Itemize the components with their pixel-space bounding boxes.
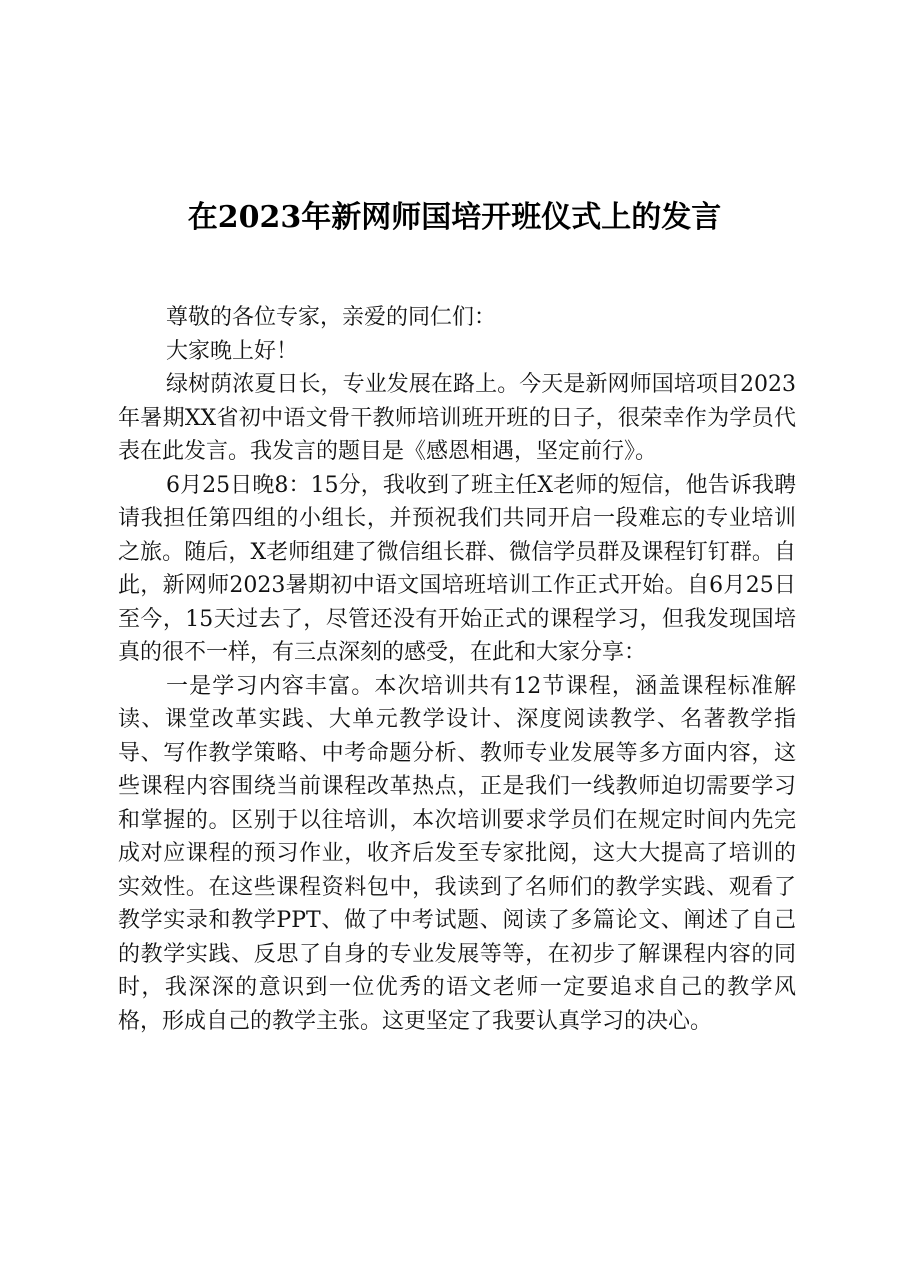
document-title: 在2023年新网师国培开班仪式上的发言 xyxy=(187,200,722,235)
opening-paragraph: 绿树荫浓夏日长，专业发展在路上。今天是新网师国培项目2023年暑期XX省初中语文骨干教师培训班开班的日子，很荣幸作为学员代表在此发言。我发言的题目是《感恩相遇，坚定前行》。 xyxy=(118,372,796,464)
greeting-paragraph: 大家晚上好！ xyxy=(166,338,299,364)
first-point-paragraph: 一是学习内容丰富。本次培训共有12节课程，涵盖课程标准解读、课堂改革实践、大单元教学设计、深度阅读教学、名著教学指导、写作教学策略、中考命题分析、教师专业发展等多方面内容，这些课程内容围绕当前课程改革热点，正是我们一线教师迫切需要学习和掌握的。区别于以往培训，本次培训要求学员们在规定时间内先完成对应课程的预习作业，收齐后发至专家批阅，这大大提高了培训的实效性。在这些课程资料包中，我读到了名师们的教学实践、观看了教学实录和教学PPT、做了中考试题、阅读了多篇论文、阐述了自己的教学实践、反思了自身的专业发展等等，在初步了解课程内容的同时，我深深的意识到一位优秀的语文老师一定要追求自己的教学风格，形成自己的教学主张。这更坚定了我要认真学习的决心。 xyxy=(118,673,796,1034)
salutation-paragraph: 尊敬的各位专家，亲爱的同仁们： xyxy=(166,305,497,330)
document-body xyxy=(118,301,796,1038)
background-paragraph: 6月25日晚8：15分，我收到了班主任X老师的短信，他告诉我聘请我担任第四组的小组长，并预祝我们共同开启一段难忘的专业培训之旅。随后，X老师组建了微信组长群、微信学员群及课程钉钉群。自此，新网师2023暑期初中语文国培班培训工作正式开始。自6月25日至今，15天过去了，尽管还没有开始正式的课程学习，但我发现国培真的很不一样，有三点深刻的感受，在此和大家分享： xyxy=(118,472,796,665)
